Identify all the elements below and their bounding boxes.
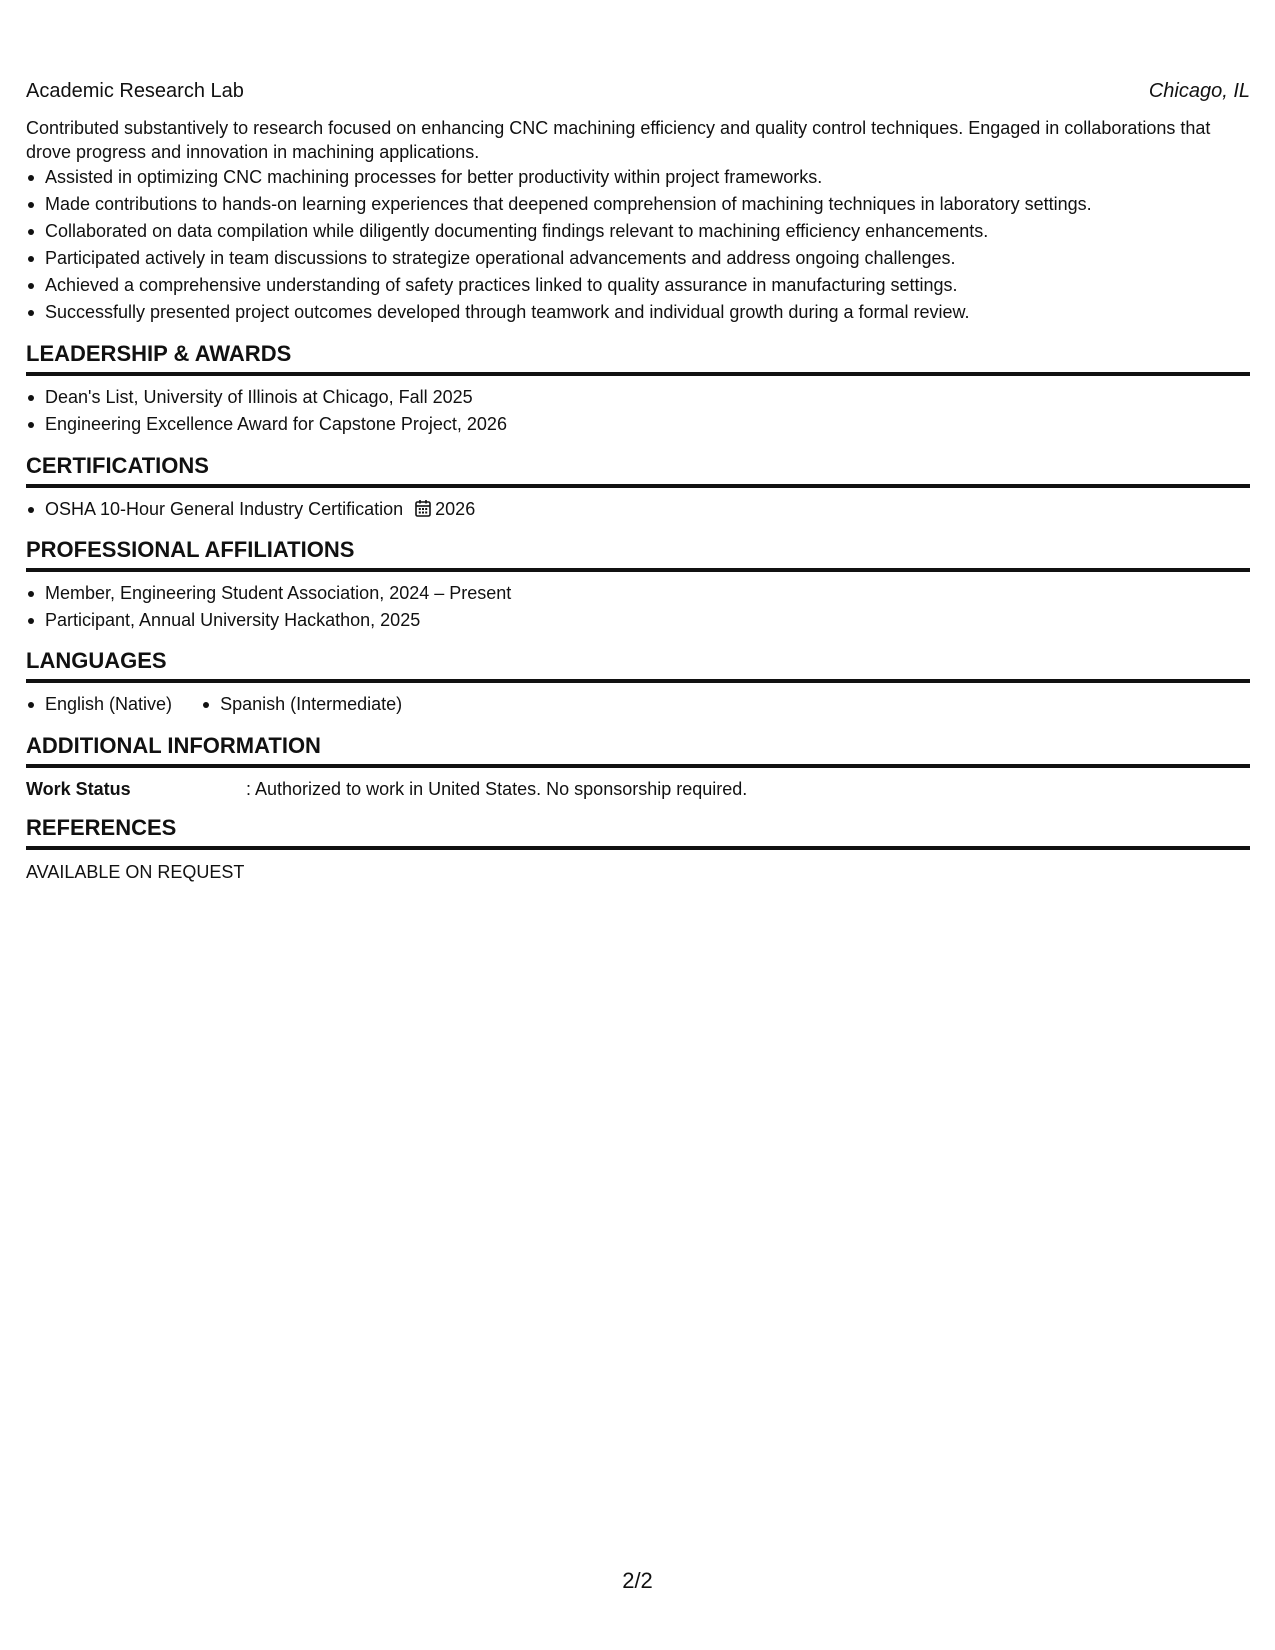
- affiliation-item: Member, Engineering Student Association, 2024 – Present: [26, 580, 1250, 607]
- references-text: AVAILABLE ON REQUEST: [26, 862, 245, 882]
- experience-bullet: Assisted in optimizing CNC machining processes for better productivity within project frameworks.: [26, 164, 1250, 191]
- experience-bullet: Made contributions to hands-on learning experiences that deepened comprehension of machining techniques in laboratory settings.: [26, 191, 1250, 218]
- page-number: 2/2: [622, 1568, 653, 1593]
- work-status-row: [26, 776, 1250, 802]
- work-status-value: : Authorized to work in United States. No sponsorship required.: [246, 779, 748, 799]
- section-title-additional: ADDITIONAL INFORMATION: [26, 731, 1250, 768]
- work-status-label: Work Status: [26, 779, 131, 799]
- leadership-item: Engineering Excellence Award for Capstone Project, 2026: [26, 411, 1250, 438]
- organization-location: Chicago, IL: [1148, 80, 1250, 102]
- affiliations-list: [26, 580, 1250, 634]
- experience-bullet: Achieved a comprehensive understanding of safety practices linked to quality assurance in manufacturing settings.: [26, 272, 1250, 299]
- section-title-certifications: CERTIFICATIONS: [26, 451, 1250, 488]
- section-title-languages: LANGUAGES: [26, 646, 1250, 683]
- section-title-references: REFERENCES: [26, 813, 1250, 850]
- certification-year: 2026: [435, 499, 476, 519]
- affiliation-item: Participant, Annual University Hackathon, 2025: [26, 607, 1250, 634]
- language-item: Spanish (Intermediate): [201, 691, 402, 718]
- languages-list: [26, 691, 1250, 718]
- leadership-item: Dean's List, University of Illinois at Chicago, Fall 2025: [26, 384, 1250, 411]
- certifications-list: [26, 496, 1250, 523]
- experience-bullet: Participated actively in team discussions to strategize operational advancements and address ongoing challenges.: [26, 245, 1250, 272]
- experience-bullet: Successfully presented project outcomes developed through teamwork and individual growth during a formal review.: [26, 299, 1250, 326]
- section-title-affiliations: PROFESSIONAL AFFILIATIONS: [26, 535, 1250, 572]
- leadership-list: [26, 384, 1250, 438]
- calendar-icon: [415, 498, 431, 524]
- experience-bullet: Collaborated on data compilation while diligently documenting findings relevant to machining efficiency enhancements.: [26, 218, 1250, 245]
- experience-summary: Contributed substantively to research focused on enhancing CNC machining efficiency and quality control techniques. Engaged in collaborations that drove progress and innovation in machining applications.: [26, 118, 1211, 162]
- experience-header: [26, 80, 1250, 108]
- certification-item: [26, 496, 1250, 523]
- organization-name: Academic Research Lab: [26, 80, 244, 102]
- section-title-leadership: LEADERSHIP & AWARDS: [26, 339, 1250, 376]
- experience-bullets: [26, 164, 1250, 326]
- language-item: English (Native): [26, 691, 172, 718]
- certification-name: OSHA 10-Hour General Industry Certification: [45, 499, 404, 519]
